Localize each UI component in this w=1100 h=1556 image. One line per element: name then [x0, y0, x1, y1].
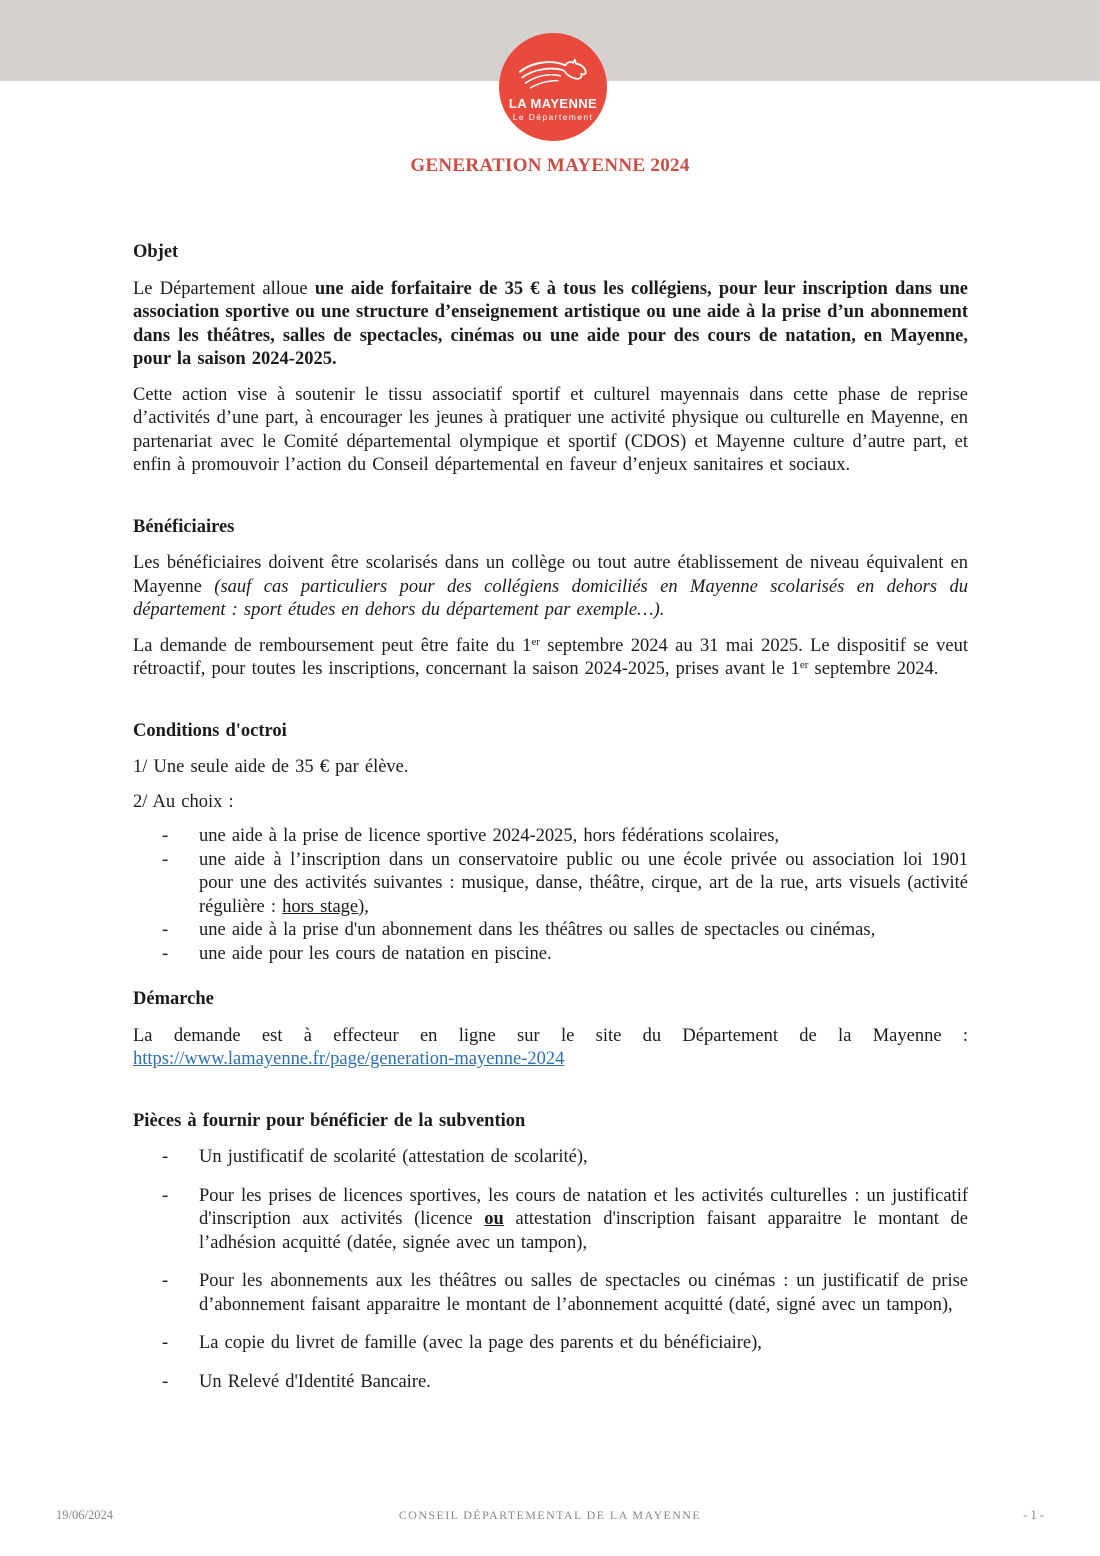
footer-date: 19/06/2024: [56, 1508, 113, 1522]
list-item: [133, 1371, 968, 1395]
logo-subtitle: Le Département: [512, 112, 594, 123]
conditions-line-1: 1/ Une seule aide de 35 € par élève.: [133, 757, 409, 777]
italic-run: (sauf cas particuliers pour des collégiens domiciliés en Mayenne scolarisés en dehors du département : sport études en dehors du département par exemple…).: [133, 576, 968, 620]
pegasus-horse-icon: [516, 54, 590, 96]
list-item: [133, 943, 968, 967]
list-item-text: La copie du livret de famille (avec la page des parents et du bénéficiaire),: [199, 1333, 762, 1353]
conditions-choices-list: [133, 825, 968, 966]
demarche-paragraph: [133, 1025, 968, 1072]
list-item: [133, 919, 968, 943]
beneficiaires-paragraph-2: [133, 635, 968, 682]
generation-mayenne-link[interactable]: https://www.lamayenne.fr/page/generation-mayenne-2024: [133, 1049, 565, 1069]
list-item: [133, 825, 968, 849]
document-title: GENERATION MAYENNE 2024: [410, 155, 690, 176]
list-item-text: [199, 849, 968, 920]
section-heading-objet: Objet: [133, 242, 179, 262]
text-run: Les bénéficiaires doivent être scolarisés dans un collège ou tout autre établissement de niveau équivalent en Mayenne: [133, 553, 968, 597]
section-heading-conditions: Conditions d'octroi: [133, 720, 287, 741]
text-run: Pour les prises de licences sportives, les cours de natation et les activités culturelles : un justificatif d'inscription aux activités (licence: [199, 1185, 968, 1229]
list-item-text: Un justificatif de scolarité (attestation de scolarité),: [199, 1147, 588, 1167]
pieces-list: [133, 1146, 968, 1394]
list-item-text: [199, 1185, 968, 1256]
dash-bullet: -: [162, 1185, 169, 1206]
conditions-line-2: 2/ Au choix :: [133, 791, 234, 812]
text-run: septembre 2024 au 31 mai 2025. Le dispositif se veut rétroactif, pour toutes les inscriptions, concernant la saison 2024-2025, prises avant le 1: [133, 635, 969, 679]
objet-paragraph-2: Cette action vise à soutenir le tissu associatif sportif et culturel mayennais dans cette phase de reprise d’activités d’une part, à encourager les jeunes à pratiquer une activité physique ou culturelle en Mayenne, en partenariat avec le Comité départemental olympique et sportif (CDOS) et Mayenne culture d’autre part, et enfin à promouvoir l’action du Conseil départemental en faveur d’enjeux sanitaires et sociaux.: [133, 384, 968, 475]
section-heading-demarche: Démarche: [133, 989, 214, 1009]
superscript-run: er: [531, 635, 540, 648]
list-item: [133, 1332, 968, 1356]
dash-bullet: -: [162, 943, 169, 964]
dash-bullet: -: [162, 920, 169, 940]
document-body: [133, 177, 968, 1394]
text-run: attestation d'inscription faisant apparaitre le montant de l’adhésion acquitté (datée, signée avec un tampon),: [199, 1209, 968, 1253]
logo-title: LA MAYENNE: [508, 96, 598, 112]
page-footer: [56, 1508, 1044, 1523]
dash-bullet: -: [162, 1271, 169, 1291]
text-run: une aide à l’inscription dans un conservatoire public ou une école privée ou association loi 1901 pour une des activités suivantes : musique, danse, théâtre, cirque, art de la rue, arts visuels (activité régulière :: [199, 849, 968, 917]
bold-underlined-run: ou: [484, 1209, 504, 1229]
list-item: [133, 849, 968, 920]
list-item: [133, 1146, 968, 1170]
list-item: [133, 1185, 968, 1256]
underlined-run: hors stage),: [282, 896, 369, 917]
section-heading-beneficiaires: Bénéficiaires: [133, 516, 235, 537]
bold-run: une aide forfaitaire de 35 € à tous les collégiens, pour leur inscription dans une association sportive ou une structure d’enseignement artistique ou une aide à la prise d’un abonnement dans les théâtres, salles de spectacles, cinémas ou une aide pour des cours de natation, en Mayenne, pour la saison 2024-2025.: [133, 278, 968, 369]
list-item-text: Pour les abonnements aux les théâtres ou salles de spectacles ou cinémas : un justificatif de prise d’abonnement faisant apparaitre le montant de l’abonnement acquitté (daté, signé avec un tampon),: [199, 1271, 968, 1315]
section-heading-pieces: Pièces à fournir pour bénéficier de la subvention: [133, 1110, 526, 1131]
text-run: septembre 2024.: [808, 659, 939, 679]
list-item-text: une aide à la prise d'un abonnement dans les théâtres ou salles de spectacles ou cinémas,: [199, 920, 876, 940]
list-item-text: une aide pour les cours de natation en piscine.: [199, 943, 552, 964]
dash-bullet: -: [162, 849, 169, 870]
footer-page-number: - 1 -: [1023, 1508, 1044, 1522]
dash-bullet: -: [162, 1371, 169, 1392]
footer-title: CONSEIL DÉPARTEMENTAL DE LA MAYENNE: [398, 1508, 702, 1522]
mayenne-logo: [499, 33, 607, 141]
dash-bullet: -: [162, 1147, 169, 1167]
dash-bullet: -: [162, 826, 169, 846]
dash-bullet: -: [162, 1333, 169, 1353]
list-item: [133, 1270, 968, 1317]
text-run: La demande est à effecteur en ligne sur le site du Département de la Mayenne :: [133, 1025, 968, 1046]
list-item-text: Un Relevé d'Identité Bancaire.: [199, 1371, 431, 1392]
text-run: Le Département alloue: [133, 278, 315, 299]
list-item-text: une aide à la prise de licence sportive 2024-2025, hors fédérations scolaires,: [199, 826, 780, 846]
text-run: La demande de remboursement peut être faite du 1: [133, 635, 532, 656]
objet-paragraph-1: [133, 278, 968, 372]
beneficiaires-paragraph-1: [133, 552, 968, 623]
superscript-run: er: [799, 659, 809, 671]
